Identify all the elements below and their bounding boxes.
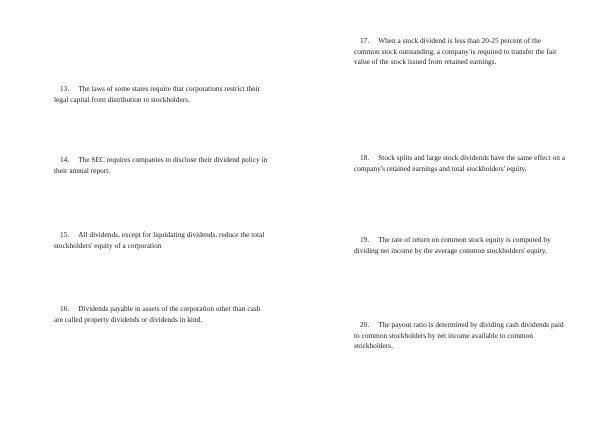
- question-14: [54, 155, 268, 176]
- question-number: 18.: [360, 153, 370, 162]
- question-number: 17.: [360, 36, 370, 45]
- question-text: The laws of some states require that corporations restrict their legal capital from distribution to stockholders.: [54, 84, 261, 104]
- question-18: [354, 153, 568, 174]
- question-13: [54, 84, 268, 105]
- question-number: 20.: [360, 320, 370, 329]
- question-number: 13.: [60, 84, 70, 93]
- question-text: The SEC requires companies to disclose their dividend policy in their annual report.: [54, 155, 268, 175]
- question-number: 15.: [60, 230, 70, 239]
- question-text: When a stock dividend is less than 20-25 percent of the common stock outstanding, a company is required to transfer the fair value of the stock issued from retained earnings.: [354, 36, 557, 67]
- question-16: [54, 304, 268, 325]
- question-19: [354, 235, 568, 256]
- question-number: 14.: [60, 155, 70, 164]
- question-text: All dividends, except for liquidating dividends, reduce the total stockholders' equity of a corporation: [54, 230, 265, 250]
- question-15: [54, 230, 268, 251]
- question-20: [354, 320, 568, 352]
- question-text: The payout ratio is determined by dividing cash dividends paid to common stockholders by net income available to common stockholders.: [354, 320, 564, 351]
- question-text: Dividends payable in assets of the corporation other than cash are called property dividends or dividends in kind.: [54, 304, 261, 324]
- question-text: Stock splits and large stock dividends have the same effect on a company's retained earnings and total stockholders' equity.: [354, 153, 566, 173]
- question-number: 16.: [60, 304, 70, 313]
- question-17: [354, 36, 568, 68]
- question-text: The rate of return on common stock equity is computed by dividing net income by the average common stockholders' equity.: [354, 235, 551, 255]
- question-number: 19.: [360, 235, 370, 244]
